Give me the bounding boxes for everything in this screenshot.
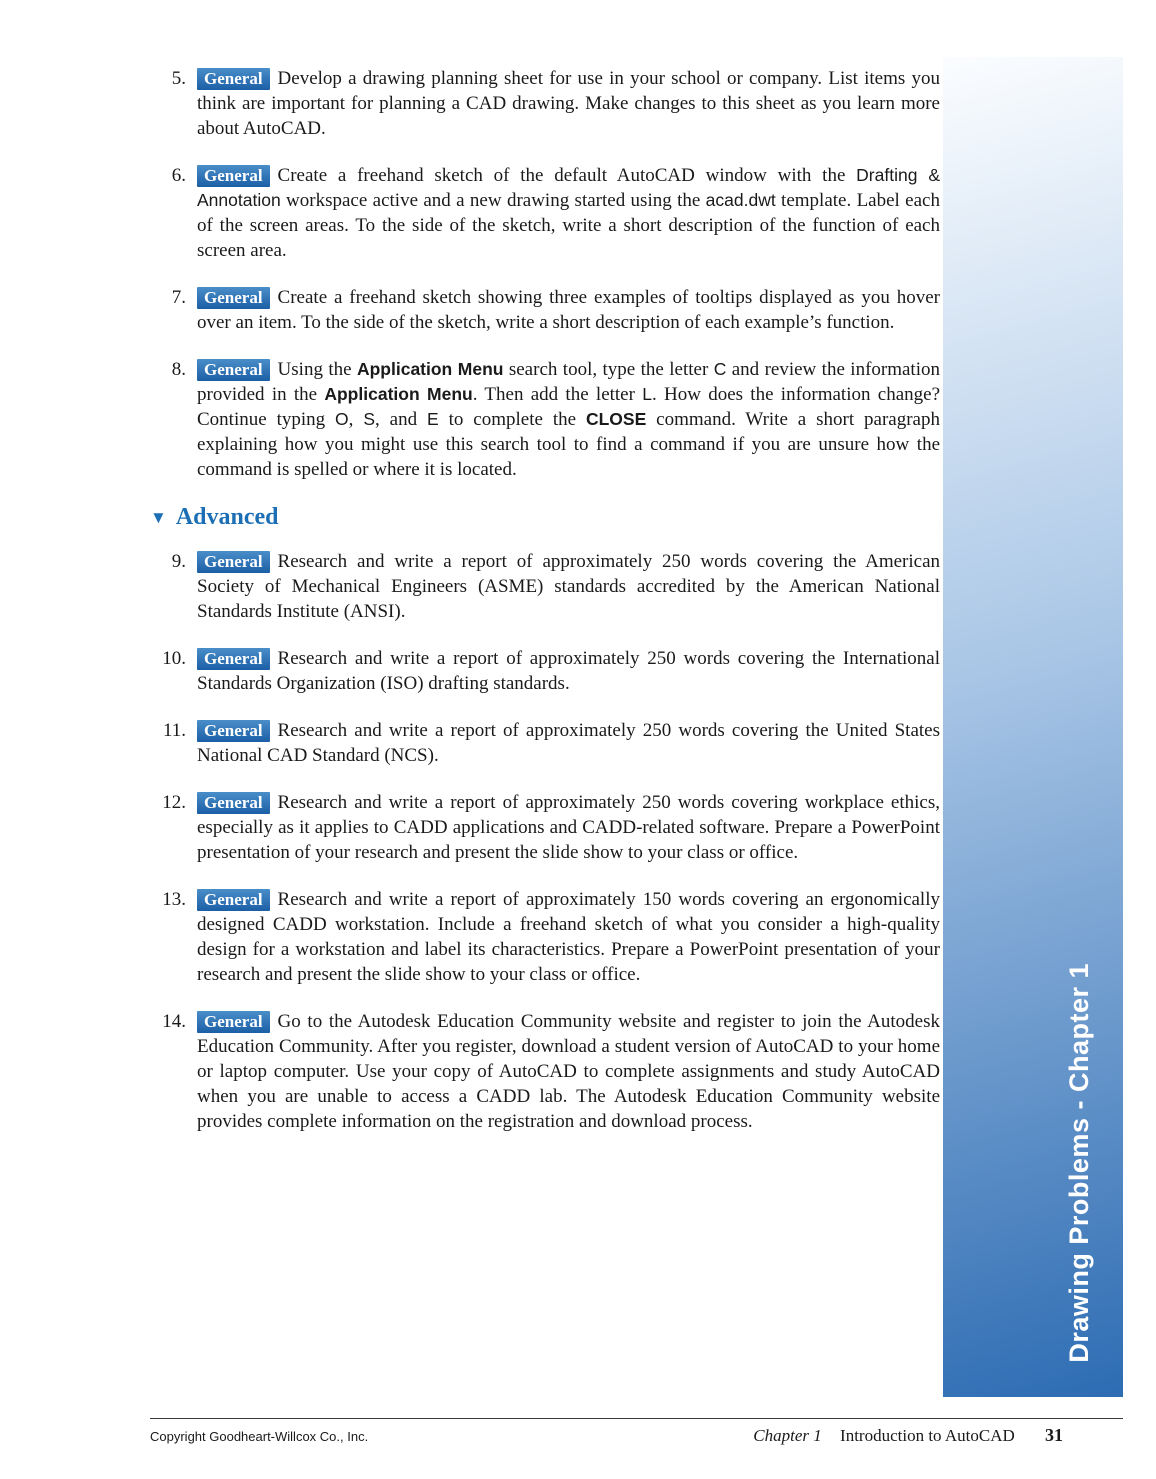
text-segment: Go to the Autodesk Education Community website and register to join the Autodesk Education Community. After you register, download a student version of AutoCAD to your home or laptop computer. Use your copy of AutoCAD to complete assignments and study AutoCAD when you are unable to access a CADD lab. The Autodesk Education Community website provides complete information on the registration and download process.: [197, 1011, 940, 1132]
problem-number: 7.: [171, 287, 186, 308]
problems-list: [150, 66, 940, 1156]
problem-text: [197, 285, 940, 335]
footer-right-group: [753, 1425, 1123, 1446]
text-segment: Using the: [277, 359, 357, 380]
general-badge: General: [197, 889, 270, 911]
text-segment: CLOSE: [585, 409, 647, 429]
text-segment: Research and write a report of approximately 250 words covering the United States National CAD Standard (NCS).: [197, 720, 940, 766]
problem-item: [150, 790, 940, 865]
text-segment: and review the information provided in the: [197, 359, 940, 405]
general-badge: General: [197, 1011, 270, 1033]
problem-number: 6.: [171, 165, 186, 186]
problems-advanced-section: [150, 549, 940, 1134]
problem-text: [197, 646, 940, 696]
problem-text: [197, 1009, 940, 1134]
problem-number: 10.: [162, 648, 186, 669]
triangle-down-icon: ▼: [150, 508, 167, 527]
sidebar-vertical-label: Drawing Problems - Chapter 1: [1064, 963, 1094, 1363]
problem-item: [150, 357, 940, 482]
page-footer: [150, 1418, 1123, 1446]
problem-number: 11.: [162, 720, 186, 741]
advanced-label: Advanced: [175, 504, 279, 530]
advanced-heading: [150, 504, 940, 531]
text-segment: Create a freehand sketch showing three examples of tooltips displayed as you hover over an item. To the side of the sketch, write a short description of each example’s function.: [197, 287, 940, 333]
text-segment: L: [642, 384, 652, 404]
problem-item: [150, 549, 940, 624]
text-segment: Create a freehand sketch of the default AutoCAD window with the: [277, 165, 857, 186]
text-segment: E: [427, 409, 439, 429]
general-badge: General: [197, 165, 270, 187]
text-segment: acad.dwt: [705, 190, 776, 210]
text-segment: . How does the information change? Continue typing: [197, 384, 940, 430]
problem-item: [150, 887, 940, 987]
text-segment: Drafting & Annotation: [197, 165, 940, 210]
text-segment: template. Label each of the screen areas. To the side of the sketch, write a short description of the function of each screen area.: [197, 190, 940, 261]
problem-number: 8.: [171, 359, 186, 380]
general-badge: General: [197, 720, 270, 742]
text-segment: S: [363, 409, 376, 429]
problem-item: [150, 285, 940, 335]
problems-top-section: [150, 66, 940, 482]
text-segment: , and: [375, 409, 428, 430]
problem-text: [197, 549, 940, 624]
text-segment: ,: [348, 409, 364, 430]
sidebar-panel: [943, 57, 1123, 1397]
text-segment: Research and write a report of approximately 250 words covering the American Society of Mechanical Engineers (ASME) standards accredited by the American National Standards Institute (ANSI).: [197, 551, 940, 622]
problem-item: [150, 718, 940, 768]
text-segment: O: [335, 409, 349, 429]
problem-item: [150, 163, 940, 263]
problem-number: 12.: [162, 792, 186, 813]
problem-text: [197, 887, 940, 987]
problem-item: [150, 66, 940, 141]
footer-section: Introduction to AutoCAD: [840, 1426, 1015, 1445]
general-badge: General: [197, 359, 270, 381]
general-badge: General: [197, 792, 270, 814]
problem-number: 13.: [162, 889, 186, 910]
text-segment: to complete the: [438, 409, 586, 430]
problem-number: 9.: [171, 551, 186, 572]
footer-page-number: 31: [1045, 1425, 1063, 1445]
footer-copyright: Copyright Goodheart-Willcox Co., Inc.: [150, 1429, 369, 1444]
text-segment: command. Write a short paragraph explaining how you might use this search tool to find a command if you are unsure how the command is spelled or where it is located.: [197, 409, 940, 480]
text-segment: C: [713, 359, 727, 379]
problem-text: [197, 790, 940, 865]
text-segment: Research and write a report of approximately 250 words covering workplace ethics, especially as it applies to CADD applications and CADD-related software. Prepare a PowerPoint presentation of your research and present the slide show to your class or office.: [197, 792, 940, 863]
text-segment: search tool, type the letter: [503, 359, 714, 380]
text-segment: Research and write a report of approximately 250 words covering the International Standards Organization (ISO) drafting standards.: [197, 648, 940, 694]
general-badge: General: [197, 68, 270, 90]
text-segment: Research and write a report of approximately 150 words covering an ergonomically designed CADD workstation. Include a freehand sketch of what you consider a high-quality design for a workstation and label its characteristics. Prepare a PowerPoint presentation of your research and present the slide show to your class or office.: [197, 889, 940, 985]
problem-text: [197, 357, 940, 482]
footer-chapter: Chapter 1: [753, 1426, 822, 1445]
problem-item: [150, 1009, 940, 1134]
text-segment: Application Menu: [324, 384, 473, 404]
text-segment: workspace active and a new drawing started using the: [280, 190, 706, 211]
problem-number: 14.: [162, 1011, 186, 1032]
problem-item: [150, 646, 940, 696]
general-badge: General: [197, 648, 270, 670]
text-segment: Develop a drawing planning sheet for use in your school or company. List items you think are important for planning a CAD drawing. Make changes to this sheet as you learn more about AutoCAD.: [197, 68, 940, 139]
text-segment: . Then add the letter: [472, 384, 643, 405]
problem-text: [197, 718, 940, 768]
general-badge: General: [197, 551, 270, 573]
general-badge: General: [197, 287, 270, 309]
text-segment: Application Menu: [356, 359, 504, 379]
problem-text: [197, 66, 940, 141]
problem-text: [197, 163, 940, 263]
problem-number: 5.: [171, 68, 186, 89]
